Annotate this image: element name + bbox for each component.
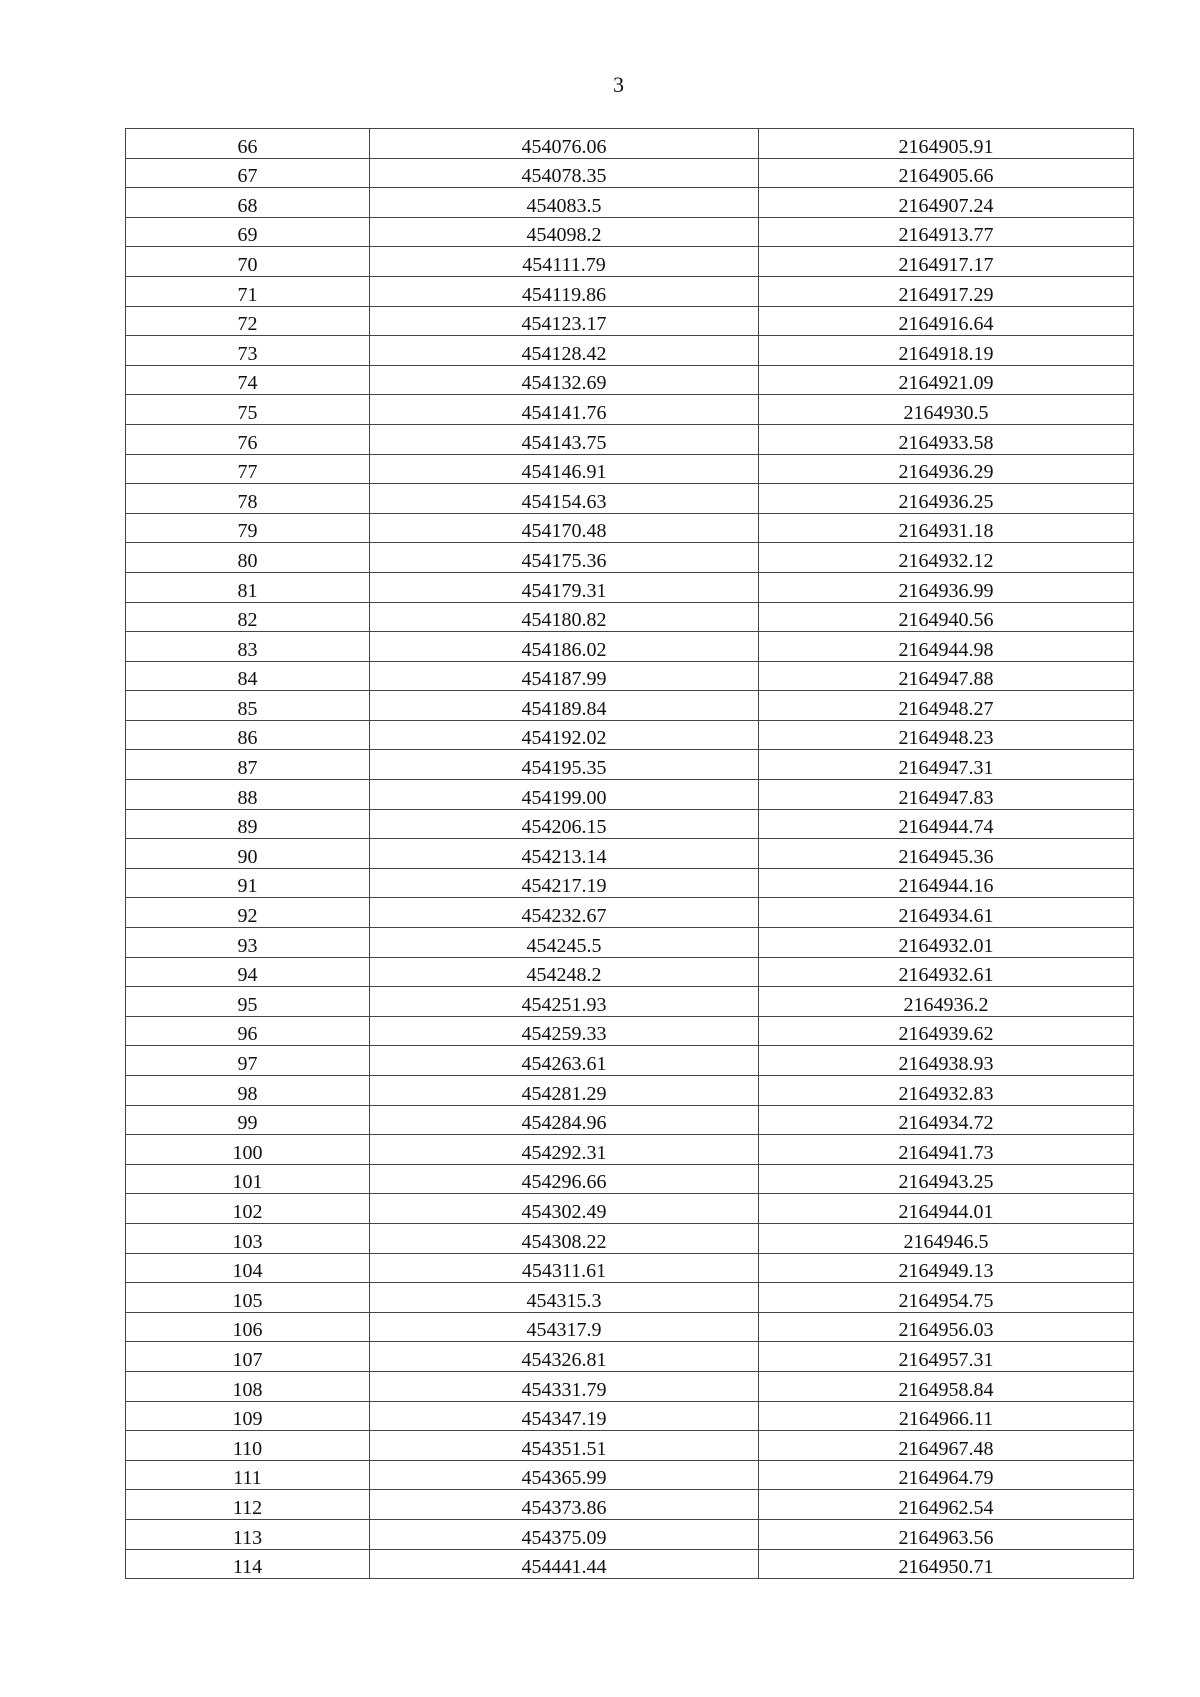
table-row (126, 839, 1134, 869)
y-coordinate-cell: 2164948.23 (759, 720, 1134, 750)
table-row (126, 1490, 1134, 1520)
y-coordinate-cell: 2164917.17 (759, 247, 1134, 277)
point-number-cell: 109 (126, 1401, 370, 1431)
y-coordinate-cell: 2164948.27 (759, 691, 1134, 721)
table-row (126, 484, 1134, 514)
point-number-cell: 87 (126, 750, 370, 780)
y-coordinate-cell: 2164932.83 (759, 1076, 1134, 1106)
point-number-cell: 89 (126, 809, 370, 839)
x-coordinate-cell: 454292.31 (370, 1135, 759, 1165)
table-row (126, 1105, 1134, 1135)
table-row (126, 543, 1134, 573)
point-number-cell: 94 (126, 957, 370, 987)
x-coordinate-cell: 454189.84 (370, 691, 759, 721)
x-coordinate-cell: 454302.49 (370, 1194, 759, 1224)
x-coordinate-cell: 454213.14 (370, 839, 759, 869)
table-row (126, 1283, 1134, 1313)
point-number-cell: 75 (126, 395, 370, 425)
table-row (126, 957, 1134, 987)
x-coordinate-cell: 454192.02 (370, 720, 759, 750)
x-coordinate-cell: 454083.5 (370, 188, 759, 218)
y-coordinate-cell: 2164957.31 (759, 1342, 1134, 1372)
x-coordinate-cell: 454195.35 (370, 750, 759, 780)
y-coordinate-cell: 2164932.12 (759, 543, 1134, 573)
y-coordinate-cell: 2164905.91 (759, 129, 1134, 159)
table-row (126, 1016, 1134, 1046)
y-coordinate-cell: 2164907.24 (759, 188, 1134, 218)
point-number-cell: 96 (126, 1016, 370, 1046)
y-coordinate-cell: 2164905.66 (759, 158, 1134, 188)
x-coordinate-cell: 454331.79 (370, 1371, 759, 1401)
table-row (126, 247, 1134, 277)
table-row (126, 1223, 1134, 1253)
point-number-cell: 108 (126, 1371, 370, 1401)
point-number-cell: 106 (126, 1312, 370, 1342)
point-number-cell: 99 (126, 1105, 370, 1135)
x-coordinate-cell: 454347.19 (370, 1401, 759, 1431)
x-coordinate-cell: 454154.63 (370, 484, 759, 514)
table-row (126, 572, 1134, 602)
table-row (126, 691, 1134, 721)
table-row (126, 720, 1134, 750)
x-coordinate-cell: 454296.66 (370, 1164, 759, 1194)
table-row (126, 1549, 1134, 1579)
x-coordinate-cell: 454375.09 (370, 1519, 759, 1549)
y-coordinate-cell: 2164913.77 (759, 217, 1134, 247)
point-number-cell: 105 (126, 1283, 370, 1313)
y-coordinate-cell: 2164939.62 (759, 1016, 1134, 1046)
y-coordinate-cell: 2164932.61 (759, 957, 1134, 987)
table-row (126, 1312, 1134, 1342)
table-row (126, 1460, 1134, 1490)
y-coordinate-cell: 2164949.13 (759, 1253, 1134, 1283)
point-number-cell: 68 (126, 188, 370, 218)
x-coordinate-cell: 454315.3 (370, 1283, 759, 1313)
x-coordinate-cell: 454123.17 (370, 306, 759, 336)
y-coordinate-cell: 2164916.64 (759, 306, 1134, 336)
point-number-cell: 112 (126, 1490, 370, 1520)
x-coordinate-cell: 454284.96 (370, 1105, 759, 1135)
x-coordinate-cell: 454308.22 (370, 1223, 759, 1253)
y-coordinate-cell: 2164963.56 (759, 1519, 1134, 1549)
x-coordinate-cell: 454281.29 (370, 1076, 759, 1106)
table-row (126, 602, 1134, 632)
x-coordinate-cell: 454259.33 (370, 1016, 759, 1046)
point-number-cell: 86 (126, 720, 370, 750)
table-row (126, 1431, 1134, 1461)
y-coordinate-cell: 2164941.73 (759, 1135, 1134, 1165)
table-row (126, 365, 1134, 395)
x-coordinate-cell: 454232.67 (370, 898, 759, 928)
point-number-cell: 80 (126, 543, 370, 573)
table-row (126, 632, 1134, 662)
table-row (126, 1194, 1134, 1224)
x-coordinate-cell: 454373.86 (370, 1490, 759, 1520)
x-coordinate-cell: 454186.02 (370, 632, 759, 662)
point-number-cell: 77 (126, 454, 370, 484)
table-row (126, 780, 1134, 810)
y-coordinate-cell: 2164962.54 (759, 1490, 1134, 1520)
point-number-cell: 107 (126, 1342, 370, 1372)
point-number-cell: 95 (126, 987, 370, 1017)
y-coordinate-cell: 2164967.48 (759, 1431, 1134, 1461)
y-coordinate-cell: 2164964.79 (759, 1460, 1134, 1490)
table-row (126, 158, 1134, 188)
y-coordinate-cell: 2164933.58 (759, 424, 1134, 454)
table-row (126, 188, 1134, 218)
point-number-cell: 76 (126, 424, 370, 454)
x-coordinate-cell: 454199.00 (370, 780, 759, 810)
x-coordinate-cell: 454119.86 (370, 276, 759, 306)
table-row (126, 987, 1134, 1017)
x-coordinate-cell: 454351.51 (370, 1431, 759, 1461)
x-coordinate-cell: 454187.99 (370, 661, 759, 691)
x-coordinate-cell: 454175.36 (370, 543, 759, 573)
point-number-cell: 74 (126, 365, 370, 395)
point-number-cell: 93 (126, 928, 370, 958)
y-coordinate-cell: 2164947.31 (759, 750, 1134, 780)
x-coordinate-cell: 454170.48 (370, 513, 759, 543)
point-number-cell: 114 (126, 1549, 370, 1579)
y-coordinate-cell: 2164936.2 (759, 987, 1134, 1017)
y-coordinate-cell: 2164946.5 (759, 1223, 1134, 1253)
point-number-cell: 84 (126, 661, 370, 691)
x-coordinate-cell: 454206.15 (370, 809, 759, 839)
coordinates-table (125, 128, 1134, 1579)
y-coordinate-cell: 2164930.5 (759, 395, 1134, 425)
x-coordinate-cell: 454248.2 (370, 957, 759, 987)
y-coordinate-cell: 2164936.99 (759, 572, 1134, 602)
x-coordinate-cell: 454441.44 (370, 1549, 759, 1579)
y-coordinate-cell: 2164944.98 (759, 632, 1134, 662)
point-number-cell: 97 (126, 1046, 370, 1076)
y-coordinate-cell: 2164936.25 (759, 484, 1134, 514)
y-coordinate-cell: 2164954.75 (759, 1283, 1134, 1313)
table-row (126, 1342, 1134, 1372)
table-row (126, 306, 1134, 336)
x-coordinate-cell: 454076.06 (370, 129, 759, 159)
table-row (126, 928, 1134, 958)
y-coordinate-cell: 2164918.19 (759, 336, 1134, 366)
table-row (126, 513, 1134, 543)
x-coordinate-cell: 454326.81 (370, 1342, 759, 1372)
point-number-cell: 78 (126, 484, 370, 514)
y-coordinate-cell: 2164934.61 (759, 898, 1134, 928)
x-coordinate-cell: 454251.93 (370, 987, 759, 1017)
point-number-cell: 82 (126, 602, 370, 632)
x-coordinate-cell: 454217.19 (370, 868, 759, 898)
x-coordinate-cell: 454132.69 (370, 365, 759, 395)
point-number-cell: 90 (126, 839, 370, 869)
table-row (126, 129, 1134, 159)
x-coordinate-cell: 454365.99 (370, 1460, 759, 1490)
point-number-cell: 111 (126, 1460, 370, 1490)
table-row (126, 1253, 1134, 1283)
x-coordinate-cell: 454128.42 (370, 336, 759, 366)
point-number-cell: 113 (126, 1519, 370, 1549)
table-row (126, 1046, 1134, 1076)
y-coordinate-cell: 2164947.88 (759, 661, 1134, 691)
y-coordinate-cell: 2164936.29 (759, 454, 1134, 484)
y-coordinate-cell: 2164945.36 (759, 839, 1134, 869)
point-number-cell: 69 (126, 217, 370, 247)
table-row (126, 661, 1134, 691)
x-coordinate-cell: 454180.82 (370, 602, 759, 632)
coordinates-table-body (126, 129, 1134, 1579)
table-row (126, 868, 1134, 898)
table-row (126, 1076, 1134, 1106)
y-coordinate-cell: 2164956.03 (759, 1312, 1134, 1342)
y-coordinate-cell: 2164944.74 (759, 809, 1134, 839)
x-coordinate-cell: 454263.61 (370, 1046, 759, 1076)
y-coordinate-cell: 2164917.29 (759, 276, 1134, 306)
table-row (126, 276, 1134, 306)
table-row (126, 336, 1134, 366)
y-coordinate-cell: 2164938.93 (759, 1046, 1134, 1076)
point-number-cell: 72 (126, 306, 370, 336)
page-number: 3 (613, 72, 624, 97)
y-coordinate-cell: 2164944.01 (759, 1194, 1134, 1224)
x-coordinate-cell: 454111.79 (370, 247, 759, 277)
table-row (126, 1164, 1134, 1194)
point-number-cell: 88 (126, 780, 370, 810)
x-coordinate-cell: 454179.31 (370, 572, 759, 602)
point-number-cell: 85 (126, 691, 370, 721)
table-row (126, 1519, 1134, 1549)
point-number-cell: 83 (126, 632, 370, 662)
point-number-cell: 104 (126, 1253, 370, 1283)
table-row (126, 424, 1134, 454)
x-coordinate-cell: 454098.2 (370, 217, 759, 247)
point-number-cell: 73 (126, 336, 370, 366)
y-coordinate-cell: 2164940.56 (759, 602, 1134, 632)
point-number-cell: 102 (126, 1194, 370, 1224)
x-coordinate-cell: 454141.76 (370, 395, 759, 425)
table-row (126, 217, 1134, 247)
point-number-cell: 98 (126, 1076, 370, 1106)
y-coordinate-cell: 2164947.83 (759, 780, 1134, 810)
y-coordinate-cell: 2164958.84 (759, 1371, 1134, 1401)
point-number-cell: 101 (126, 1164, 370, 1194)
point-number-cell: 71 (126, 276, 370, 306)
point-number-cell: 67 (126, 158, 370, 188)
y-coordinate-cell: 2164931.18 (759, 513, 1134, 543)
point-number-cell: 92 (126, 898, 370, 928)
table-row (126, 1401, 1134, 1431)
point-number-cell: 103 (126, 1223, 370, 1253)
x-coordinate-cell: 454245.5 (370, 928, 759, 958)
point-number-cell: 91 (126, 868, 370, 898)
table-row (126, 809, 1134, 839)
point-number-cell: 110 (126, 1431, 370, 1461)
y-coordinate-cell: 2164950.71 (759, 1549, 1134, 1579)
x-coordinate-cell: 454143.75 (370, 424, 759, 454)
y-coordinate-cell: 2164921.09 (759, 365, 1134, 395)
table-row (126, 395, 1134, 425)
x-coordinate-cell: 454146.91 (370, 454, 759, 484)
point-number-cell: 70 (126, 247, 370, 277)
table-row (126, 750, 1134, 780)
x-coordinate-cell: 454078.35 (370, 158, 759, 188)
point-number-cell: 79 (126, 513, 370, 543)
y-coordinate-cell: 2164943.25 (759, 1164, 1134, 1194)
y-coordinate-cell: 2164966.11 (759, 1401, 1134, 1431)
y-coordinate-cell: 2164932.01 (759, 928, 1134, 958)
x-coordinate-cell: 454317.9 (370, 1312, 759, 1342)
table-row (126, 1135, 1134, 1165)
table-row (126, 454, 1134, 484)
table-row (126, 1371, 1134, 1401)
y-coordinate-cell: 2164944.16 (759, 868, 1134, 898)
table-row (126, 898, 1134, 928)
x-coordinate-cell: 454311.61 (370, 1253, 759, 1283)
point-number-cell: 66 (126, 129, 370, 159)
point-number-cell: 81 (126, 572, 370, 602)
y-coordinate-cell: 2164934.72 (759, 1105, 1134, 1135)
point-number-cell: 100 (126, 1135, 370, 1165)
